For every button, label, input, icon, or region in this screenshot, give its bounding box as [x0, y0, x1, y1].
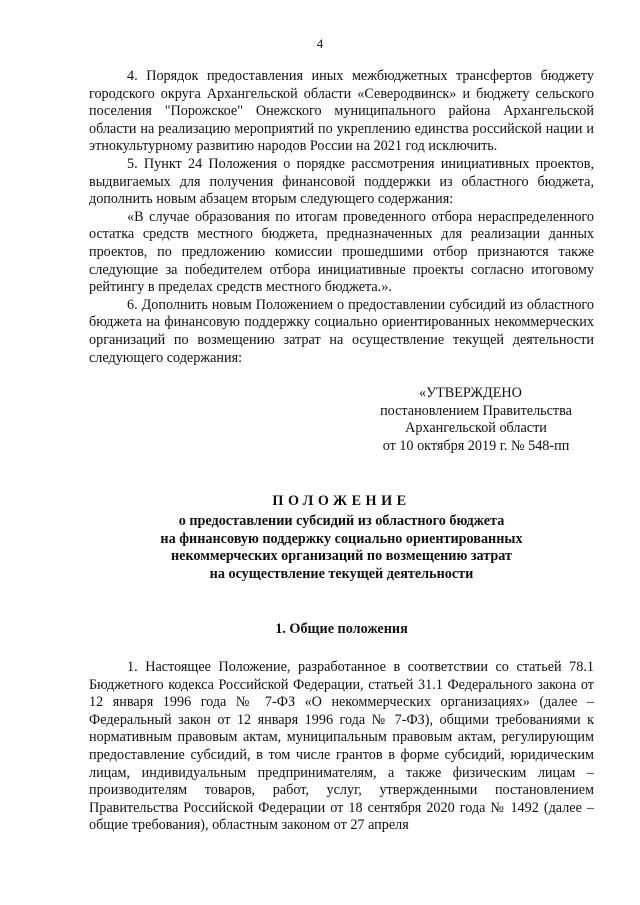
title-main: ПОЛОЖЕНИЕ — [272, 493, 411, 510]
approval-stamp-block — [89, 385, 581, 455]
page-number: 4 — [316, 36, 324, 51]
regulation-title — [89, 493, 594, 583]
approval-line-2: постановлением Правительства — [380, 402, 572, 419]
paragraph-4: 4. Порядок предоставления иных межбюджетных трансфертов бюджету городского округа Архангельской области «Северодвинск» и бюджету сельского поселения "Порожское" Онежского муниципального района Архангельской области на реализацию мероприятий по укреплению единства российской нации и этнокультурному развитию народов России на 2021 год исключить. — [89, 68, 594, 155]
paragraph-5-quote: «В случае образования по итогам проведенного отбора нераспределенного остатка средств местного бюджета, предназначенных для реализации данных проектов, по предложению комиссии прошедшими отбор признаются также следующие за победителем отбора инициативные проекты согласно итоговому рейтингу в пределах средств местного бюджета.». — [89, 208, 594, 296]
approval-line-3: Архангельской области — [405, 420, 547, 437]
section-1-paragraph-1: 1. Настоящее Положение, разработанное в соответствии со статьей 78.1 Бюджетного кодекса Российской Федерации, статьей 31.1 Федерального закона от 12 января 1996 года № 7-ФЗ «О некоммерческих организациях» (далее – Федеральный закон от 12 января 1996 года № 7-ФЗ), общими требованиями к нормативным правовым актам, муниципальным правовым актам, регулирующим предоставление субсидий, в том числе грантов в форме субсидий, юридическим лицам, индивидуальным предпринимателям, а также физическим лицам – производителям товаров, работ, услуг, утвержденными постановлением Правительства Российской Федерации от 18 сентября 2020 года № 1492 (далее – общие требования), областным законом от 27 апреля — [89, 659, 594, 834]
approval-line-4: от 10 октября 2019 г. № 548-пп — [382, 437, 570, 454]
section-heading: 1. Общие положения — [275, 621, 408, 638]
approval-line-1: «УТВЕРЖДЕНО — [419, 385, 522, 402]
paragraph-5: 5. Пункт 24 Положения о порядке рассмотрения инициативных проектов, выдвигаемых для получения финансовой поддержки из областного бюджета, дополнить новым абзацем вторым следующего содержания: — [89, 155, 594, 208]
title-line-4: на осуществление текущей деятельности — [209, 565, 474, 582]
paragraph-6: 6. Дополнить новым Положением о предоставлении субсидий из областного бюджета на финансовую поддержку социально ориентированных некоммерческих организаций по возмещению затрат на осуществление текущей деятельности следующего содержания: — [89, 296, 594, 366]
title-line-2: на финансовую поддержку социально ориентированных — [160, 530, 523, 547]
title-line-3: некоммерческих организаций по возмещению затрат — [170, 548, 513, 565]
document-body — [89, 68, 594, 835]
title-line-1: о предоставлении субсидий из областного бюджета — [178, 513, 505, 530]
